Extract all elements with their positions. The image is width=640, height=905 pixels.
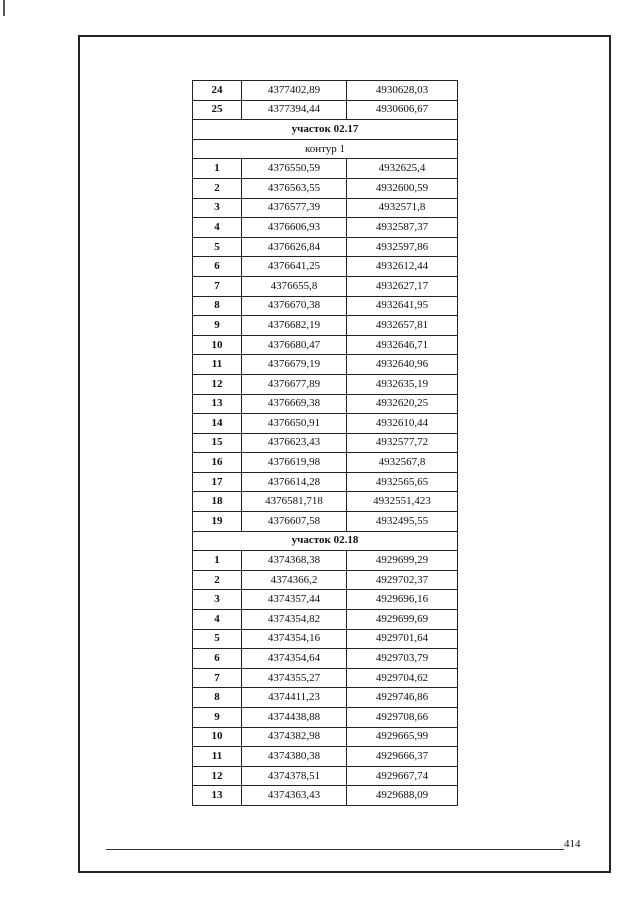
table-row — [193, 433, 458, 453]
x-coordinate-cell: 4376677,89 — [242, 374, 347, 394]
y-coordinate-cell: 4930628,03 — [347, 81, 458, 101]
x-coordinate-cell: 4376679,19 — [242, 355, 347, 375]
x-coordinate-cell: 4376606,93 — [242, 218, 347, 238]
table-row — [193, 81, 458, 101]
y-coordinate-cell: 4929699,69 — [347, 610, 458, 630]
y-coordinate-cell: 4932587,37 — [347, 218, 458, 238]
table-row — [193, 316, 458, 336]
x-coordinate-cell: 4374363,43 — [242, 786, 347, 806]
table-row — [193, 610, 458, 630]
x-coordinate-cell: 4376626,84 — [242, 237, 347, 257]
y-coordinate-cell: 4932565,65 — [347, 472, 458, 492]
y-coordinate-cell: 4932657,81 — [347, 316, 458, 336]
point-number-cell: 2 — [193, 178, 242, 198]
y-coordinate-cell: 4929746,86 — [347, 688, 458, 708]
y-coordinate-cell: 4929666,37 — [347, 747, 458, 767]
table-row — [193, 472, 458, 492]
x-coordinate-cell: 4376682,19 — [242, 316, 347, 336]
point-number-cell: 14 — [193, 414, 242, 434]
table-row — [193, 159, 458, 179]
y-coordinate-cell: 4932635,19 — [347, 374, 458, 394]
x-coordinate-cell: 4374411,23 — [242, 688, 347, 708]
point-number-cell: 3 — [193, 198, 242, 218]
x-coordinate-cell: 4376614,28 — [242, 472, 347, 492]
table-row — [193, 218, 458, 238]
point-number-cell: 5 — [193, 629, 242, 649]
x-coordinate-cell: 4377402,89 — [242, 81, 347, 101]
table-row — [193, 296, 458, 316]
point-number-cell: 12 — [193, 766, 242, 786]
point-number-cell: 1 — [193, 551, 242, 571]
table-row — [193, 766, 458, 786]
section-header-row — [193, 531, 458, 551]
table-row — [193, 668, 458, 688]
section-title: участок 02.17 — [193, 120, 458, 140]
table-row — [193, 374, 458, 394]
y-coordinate-cell: 4932567,8 — [347, 453, 458, 473]
point-number-cell: 12 — [193, 374, 242, 394]
y-coordinate-cell: 4932641,95 — [347, 296, 458, 316]
table-row — [193, 688, 458, 708]
y-coordinate-cell: 4929688,09 — [347, 786, 458, 806]
point-number-cell: 18 — [193, 492, 242, 512]
point-number-cell: 16 — [193, 453, 242, 473]
x-coordinate-cell: 4377394,44 — [242, 100, 347, 120]
x-coordinate-cell: 4376623,43 — [242, 433, 347, 453]
table-row — [193, 649, 458, 669]
x-coordinate-cell: 4374354,16 — [242, 629, 347, 649]
table-row — [193, 747, 458, 767]
point-number-cell: 25 — [193, 100, 242, 120]
table-row — [193, 276, 458, 296]
table-row — [193, 492, 458, 512]
y-coordinate-cell: 4929699,29 — [347, 551, 458, 571]
point-number-cell: 5 — [193, 237, 242, 257]
x-coordinate-cell: 4376581,718 — [242, 492, 347, 512]
x-coordinate-cell: 4376577,39 — [242, 198, 347, 218]
y-coordinate-cell: 4932597,86 — [347, 237, 458, 257]
point-number-cell: 8 — [193, 296, 242, 316]
point-number-cell: 3 — [193, 590, 242, 610]
table-row — [193, 178, 458, 198]
y-coordinate-cell: 4932640,96 — [347, 355, 458, 375]
y-coordinate-cell: 4929696,16 — [347, 590, 458, 610]
point-number-cell: 15 — [193, 433, 242, 453]
y-coordinate-cell: 4929701,64 — [347, 629, 458, 649]
point-number-cell: 11 — [193, 355, 242, 375]
y-coordinate-cell: 4929665,99 — [347, 727, 458, 747]
point-number-cell: 13 — [193, 786, 242, 806]
footer-rule — [106, 849, 564, 850]
x-coordinate-cell: 4374368,38 — [242, 551, 347, 571]
point-number-cell: 17 — [193, 472, 242, 492]
point-number-cell: 19 — [193, 512, 242, 532]
y-coordinate-cell: 4932577,72 — [347, 433, 458, 453]
table-row — [193, 629, 458, 649]
y-coordinate-cell: 4929708,66 — [347, 708, 458, 728]
point-number-cell: 4 — [193, 218, 242, 238]
point-number-cell: 4 — [193, 610, 242, 630]
y-coordinate-cell: 4932625,4 — [347, 159, 458, 179]
y-coordinate-cell: 4929702,37 — [347, 570, 458, 590]
x-coordinate-cell: 4374378,51 — [242, 766, 347, 786]
table-row — [193, 570, 458, 590]
coordinates-table — [192, 80, 458, 806]
point-number-cell: 13 — [193, 394, 242, 414]
y-coordinate-cell: 4932600,59 — [347, 178, 458, 198]
x-coordinate-cell: 4374382,98 — [242, 727, 347, 747]
x-coordinate-cell: 4376563,55 — [242, 178, 347, 198]
x-coordinate-cell: 4374354,64 — [242, 649, 347, 669]
y-coordinate-cell: 4929704,62 — [347, 668, 458, 688]
point-number-cell: 24 — [193, 81, 242, 101]
y-coordinate-cell: 4929667,74 — [347, 766, 458, 786]
table-row — [193, 394, 458, 414]
y-coordinate-cell: 4932610,44 — [347, 414, 458, 434]
y-coordinate-cell: 4932646,71 — [347, 335, 458, 355]
x-coordinate-cell: 4376550,59 — [242, 159, 347, 179]
y-coordinate-cell: 4932495,55 — [347, 512, 458, 532]
point-number-cell: 7 — [193, 668, 242, 688]
x-coordinate-cell: 4376607,58 — [242, 512, 347, 532]
y-coordinate-cell: 4932551,423 — [347, 492, 458, 512]
point-number-cell: 10 — [193, 727, 242, 747]
contour-title: контур 1 — [193, 139, 458, 159]
point-number-cell: 6 — [193, 257, 242, 277]
point-number-cell: 10 — [193, 335, 242, 355]
point-number-cell: 2 — [193, 570, 242, 590]
x-coordinate-cell: 4376680,47 — [242, 335, 347, 355]
table-row — [193, 335, 458, 355]
y-coordinate-cell: 4932620,25 — [347, 394, 458, 414]
x-coordinate-cell: 4374438,88 — [242, 708, 347, 728]
table-row — [193, 237, 458, 257]
point-number-cell: 1 — [193, 159, 242, 179]
table-row — [193, 512, 458, 532]
table-row — [193, 551, 458, 571]
contour-header-row — [193, 139, 458, 159]
x-coordinate-cell: 4376669,38 — [242, 394, 347, 414]
x-coordinate-cell: 4374357,44 — [242, 590, 347, 610]
x-coordinate-cell: 4374380,38 — [242, 747, 347, 767]
table-row — [193, 198, 458, 218]
y-coordinate-cell: 4930606,67 — [347, 100, 458, 120]
table-row — [193, 786, 458, 806]
y-coordinate-cell: 4932571,8 — [347, 198, 458, 218]
section-title: участок 02.18 — [193, 531, 458, 551]
table-row — [193, 590, 458, 610]
table-row — [193, 414, 458, 434]
x-coordinate-cell: 4374355,27 — [242, 668, 347, 688]
table-row — [193, 453, 458, 473]
x-coordinate-cell: 4376650,91 — [242, 414, 347, 434]
x-coordinate-cell: 4374354,82 — [242, 610, 347, 630]
table-row — [193, 708, 458, 728]
x-coordinate-cell: 4376670,38 — [242, 296, 347, 316]
x-coordinate-cell: 4376641,25 — [242, 257, 347, 277]
table-row — [193, 355, 458, 375]
scan-edge-mark — [3, 0, 5, 16]
table-row — [193, 727, 458, 747]
point-number-cell: 6 — [193, 649, 242, 669]
section-header-row — [193, 120, 458, 140]
coordinates-table-body — [193, 81, 458, 806]
y-coordinate-cell: 4932627,17 — [347, 276, 458, 296]
point-number-cell: 7 — [193, 276, 242, 296]
y-coordinate-cell: 4932612,44 — [347, 257, 458, 277]
page-number: 414 — [564, 838, 581, 850]
table-row — [193, 257, 458, 277]
point-number-cell: 8 — [193, 688, 242, 708]
x-coordinate-cell: 4376619,98 — [242, 453, 347, 473]
point-number-cell: 9 — [193, 708, 242, 728]
x-coordinate-cell: 4374366,2 — [242, 570, 347, 590]
point-number-cell: 11 — [193, 747, 242, 767]
x-coordinate-cell: 4376655,8 — [242, 276, 347, 296]
point-number-cell: 9 — [193, 316, 242, 336]
y-coordinate-cell: 4929703,79 — [347, 649, 458, 669]
table-row — [193, 100, 458, 120]
